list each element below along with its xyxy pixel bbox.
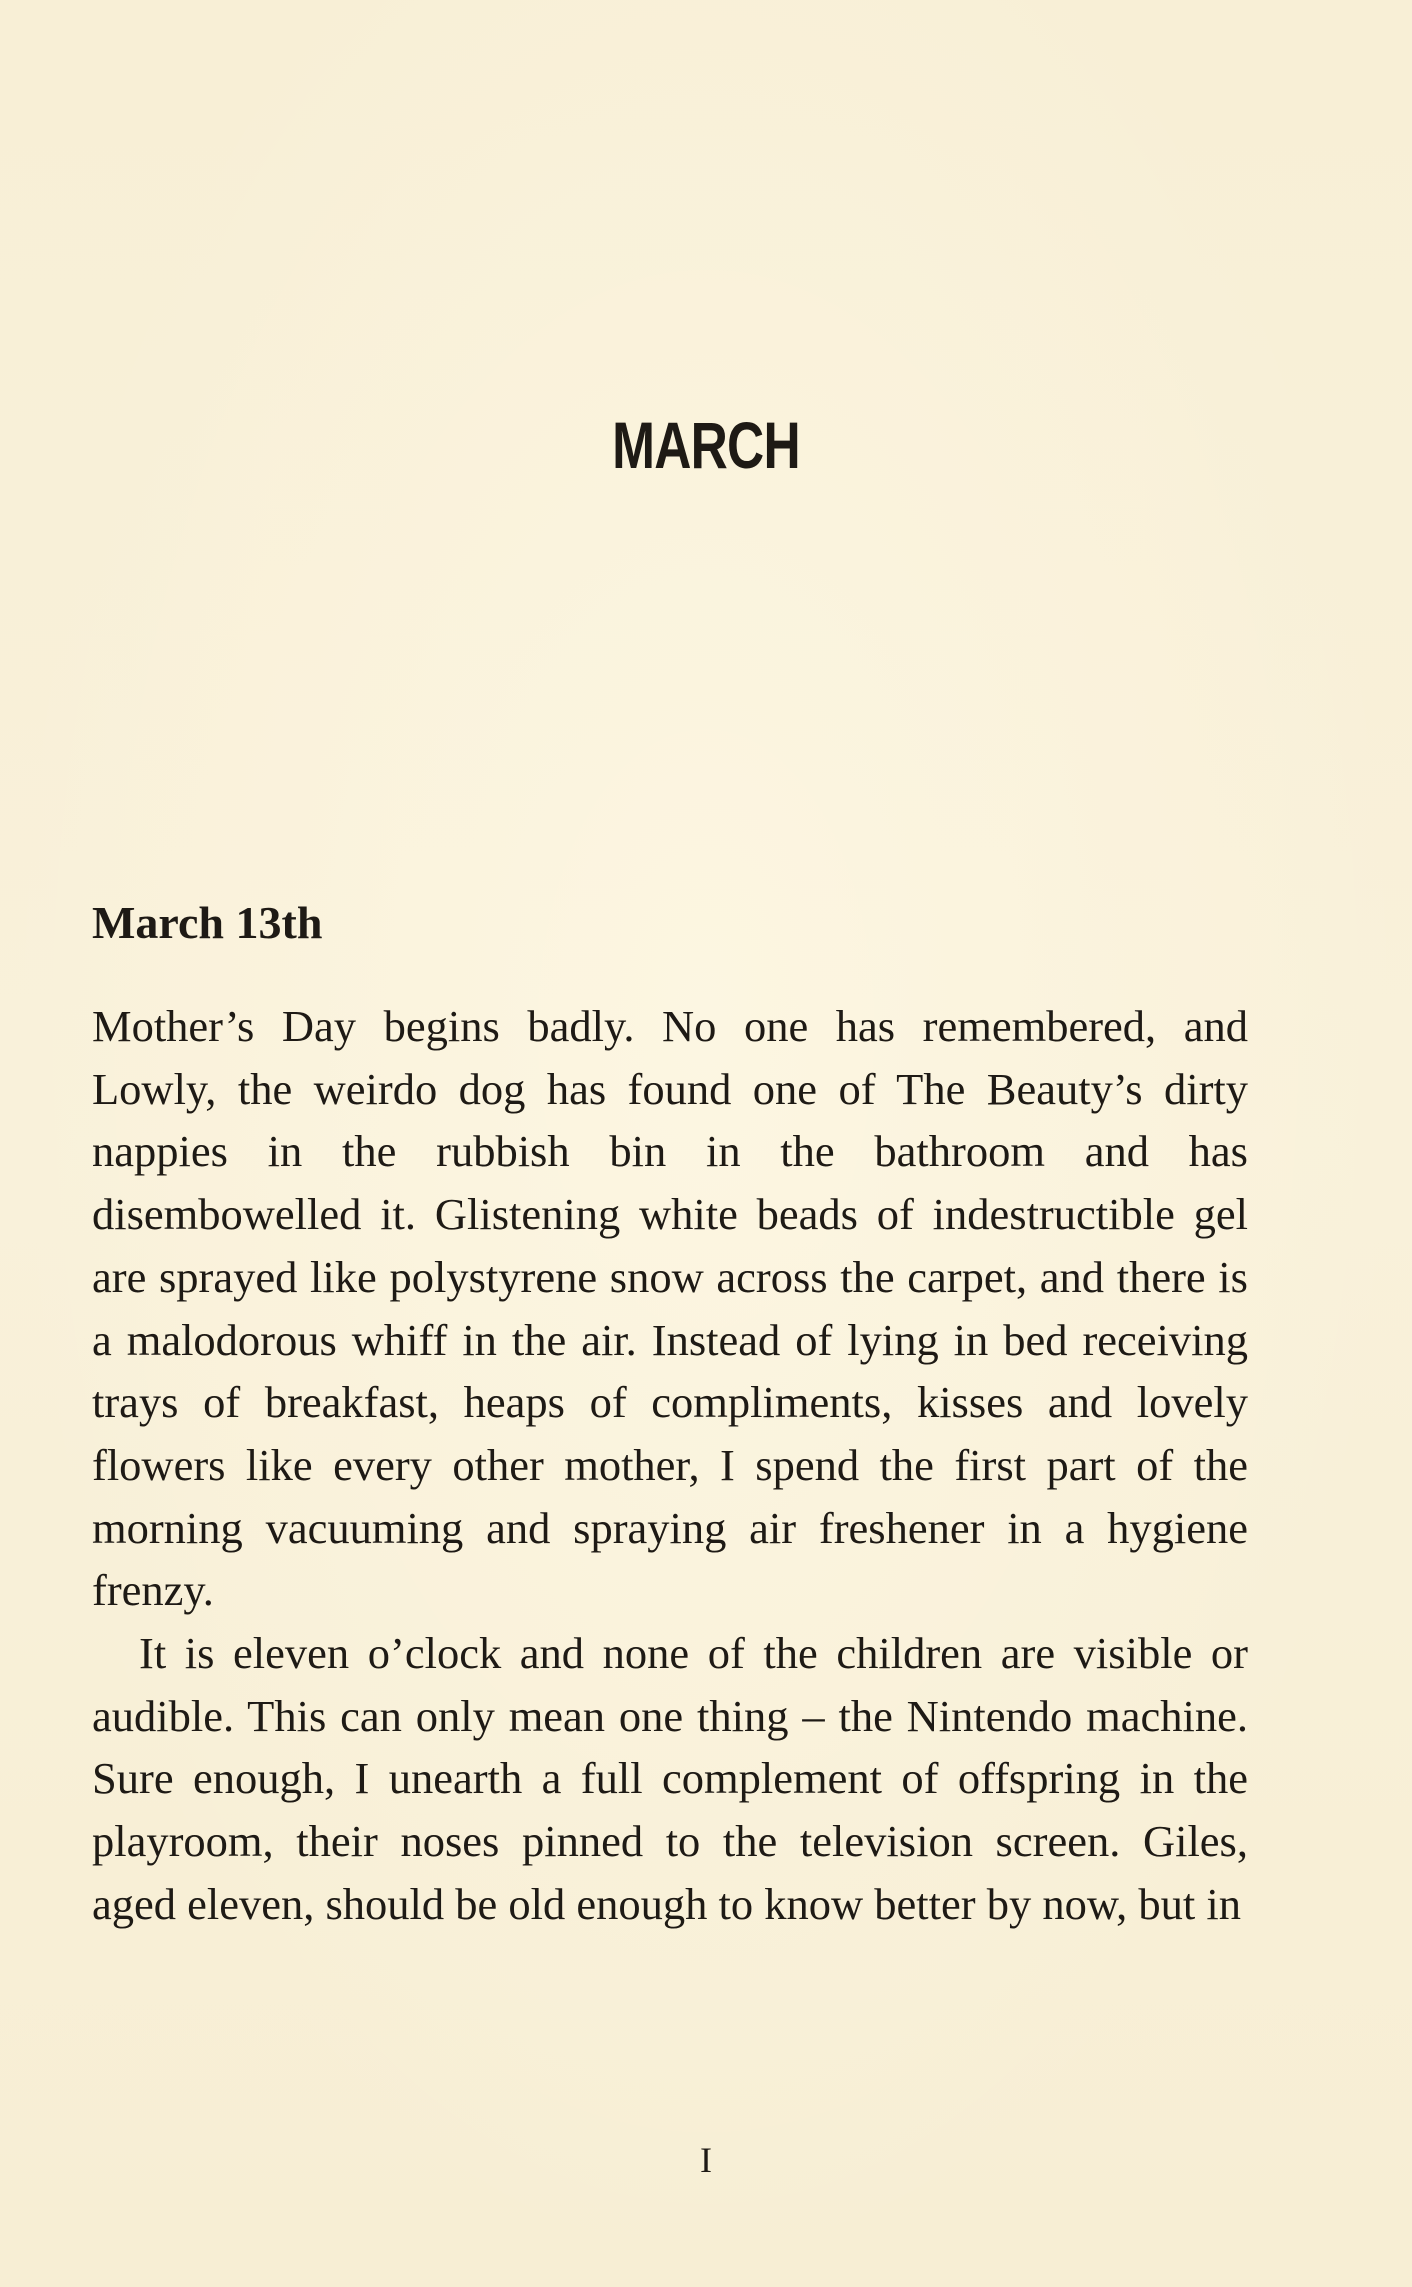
paragraph: It is eleven o’clock and none of the children are visible or audible. This can only mean one thing – the Nintendo machine. Sure enough, I unearth a full complement of offspring in the playroom, their noses pinned to the television screen. Giles, aged eleven, should be old enough to know better by now, but in	[92, 1628, 1248, 1929]
diary-entry-date: March 13th	[92, 897, 323, 948]
chapter-title: MARCH	[612, 408, 800, 482]
page-number: I	[700, 2140, 712, 2180]
diary-entry-body	[92, 995, 1248, 1936]
paragraph: Mother’s Day begins badly. No one has remembered, and Lowly, the weirdo dog has found one of The Beauty’s dirty nappies in the rubbish bin in the bathroom and has disembowelled it. Glistening white beads of indestructible gel are sprayed like polystyrene snow across the carpet, and there is a malodorous whiff in the air. Instead of lying in bed receiving trays of breakfast, heaps of compliments, kisses and lovely flowers like every other mother, I spend the first part of the morning vacuuming and spraying air freshener in a hygiene frenzy.	[92, 1001, 1248, 1616]
